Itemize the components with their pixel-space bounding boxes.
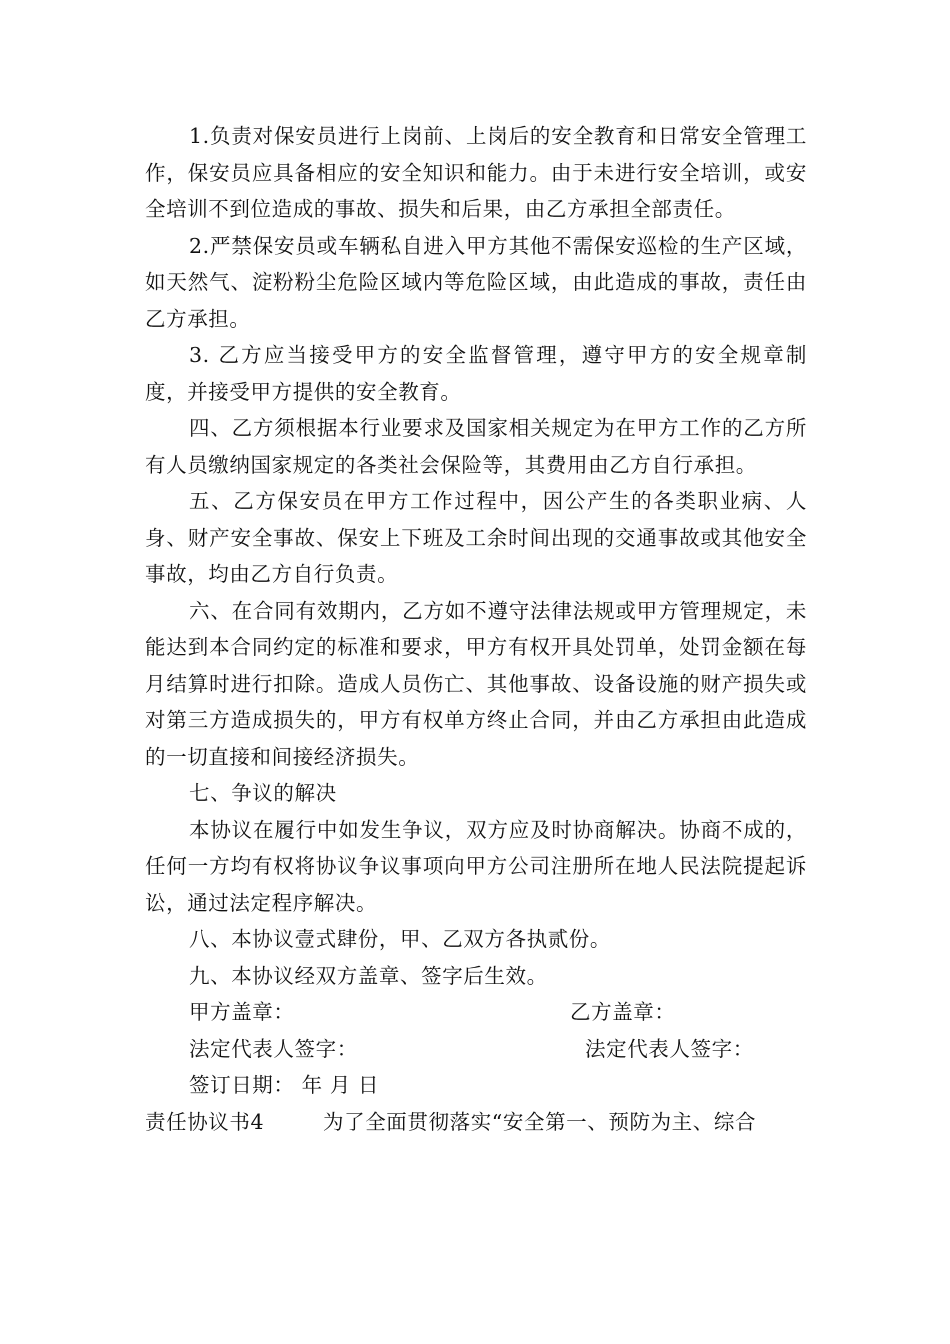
party-a-representative-label: 法定代表人签字： (189, 1036, 358, 1061)
section-7-body: 本协议在履行中如发生争议，双方应及时协商解决。协商不成的，任何一方均有权将协议争议事项向甲方公司注册所在地人民法院提起诉讼，通过法定程序解决。 (145, 817, 807, 915)
date-row (145, 1067, 807, 1104)
party-a-seal-label: 甲方盖章： (189, 1000, 295, 1024)
party-b-seal-label: 乙方盖章： (570, 1000, 676, 1024)
document-body (145, 118, 807, 1140)
clause-1: 1.负责对保安员进行上岗前、上岗后的安全教育和日常安全管理工作，保安员应具备相应的安全知识和能力。由于未进行安全培训，或安全培训不到位造成的事故、损失和后果，由乙方承担全部责任。 (145, 124, 807, 221)
section-6: 六、在合同有效期内，乙方如不遵守法律法规或甲方管理规定，未能达到本合同约定的标准和要求，甲方有权开具处罚单，处罚金额在每月结算时进行扣除。造成人员伤亡、其他事故、设备设施的财产损失或对第三方造成损失的，甲方有权单方终止合同，并由乙方承担由此造成的一切直接和间接经济损失。 (145, 598, 807, 769)
section-4: 四、乙方须根据本行业要求及国家相关规定为在甲方工作的乙方所有人员缴纳国家规定的各类社会保险等，其费用由乙方自行承担。 (145, 416, 807, 477)
next-section-title: 责任协议书4 (145, 1109, 265, 1134)
next-section-intro: 为了全面贯彻落实“安全第一、预防为主、综合 (323, 1109, 757, 1134)
section-8: 八、本协议壹式肆份，甲、乙双方各执贰份。 (189, 927, 611, 951)
clause-3: 3. 乙方应当接受甲方的安全监督管理，遵守甲方的安全规章制度，并接受甲方提供的安全教育。 (145, 343, 807, 404)
representative-row (145, 1031, 807, 1068)
clause-2: 2.严禁保安员或车辆私自进入甲方其他不需保安巡检的生产区域，如天然气、淀粉粉尘危险区域内等危险区域，由此造成的事故，责任由乙方承担。 (145, 233, 807, 331)
section-9: 九、本协议经双方盖章、签字后生效。 (189, 963, 548, 988)
next-section-row (145, 1104, 807, 1141)
seal-row (145, 994, 807, 1031)
party-b-representative-label: 法定代表人签字： (585, 1036, 754, 1061)
section-5: 五、乙方保安员在甲方工作过程中，因公产生的各类职业病、人身、财产安全事故、保安上下班及工余时间出现的交通事故或其他安全事故，均由乙方自行负责。 (145, 489, 807, 586)
section-7-heading: 七、争议的解决 (189, 781, 337, 805)
sign-date-label: 签订日期： 年 月 日 (189, 1073, 380, 1097)
